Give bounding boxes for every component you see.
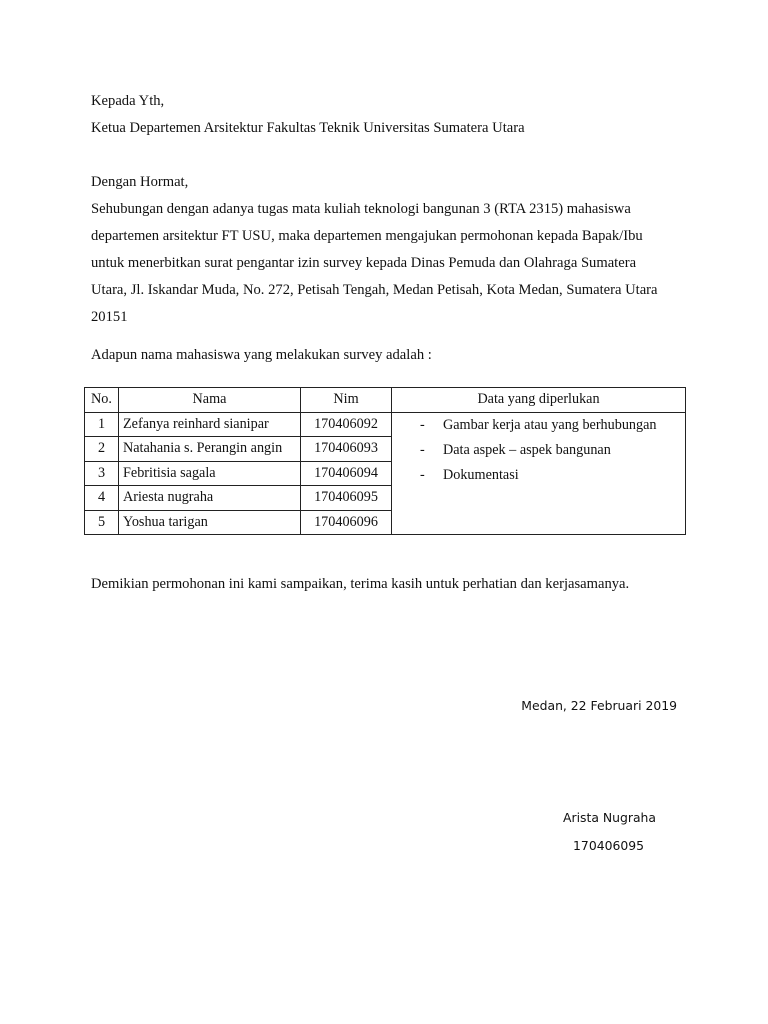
greeting: Dengan Hormat, [91,174,189,190]
list-item-text: Gambar kerja atau yang berhubungan [443,416,657,433]
body-line: departemen arsitektur FT USU, maka departemen mengajukan permohonan kepada Bapak/Ibu [91,228,643,244]
cell-no: 1 [85,412,119,437]
header-nim: Nim [301,388,392,413]
list-item-text: Data aspek – aspek bangunan [443,441,611,458]
list-item [392,438,685,463]
signer-name: Arista Nugraha [563,810,656,825]
cell-no: 3 [85,461,119,486]
closing-sentence: Demikian permohonan ini kami sampaikan, terima kasih untuk perhatian dan kerjasamanya. [91,576,630,592]
header-nama: Nama [119,388,301,413]
data-required-list [392,413,685,488]
cell-nama: Yoshua tarigan [119,510,301,535]
table-row [85,412,686,437]
cell-nim: 170406095 [301,486,392,511]
dash-bullet: - [420,441,425,458]
header-data: Data yang diperlukan [392,388,686,413]
body-line: untuk menerbitkan surat pengantar izin survey kepada Dinas Pemuda dan Olahraga Sumatera [91,255,637,271]
dash-bullet: - [420,416,425,433]
cell-nama: Febritisia sagala [119,461,301,486]
table-header-row [85,388,686,413]
cell-nim: 170406092 [301,412,392,437]
student-table [84,387,686,535]
body-line: Sehubungan dengan adanya tugas mata kuliah teknologi bangunan 3 (RTA 2315) mahasiswa [91,201,631,217]
cell-nama: Zefanya reinhard sianipar [119,412,301,437]
body-line: Utara, Jl. Iskandar Muda, No. 272, Petisah Tengah, Medan Petisah, Kota Medan, Sumatera Utara [91,282,658,298]
list-item [392,463,685,488]
recipient: Ketua Departemen Arsitektur Fakultas Teknik Universitas Sumatera Utara [91,120,525,136]
body-line: 20151 [91,309,128,325]
list-item-text: Dokumentasi [443,466,519,483]
cell-no: 2 [85,437,119,462]
place-date: Medan, 22 Februari 2019 [521,698,677,713]
cell-nim: 170406094 [301,461,392,486]
cell-nim: 170406096 [301,510,392,535]
dash-bullet: - [420,466,425,483]
signer-nim: 170406095 [573,838,644,853]
cell-no: 5 [85,510,119,535]
list-intro: Adapun nama mahasiswa yang melakukan survey adalah : [91,347,432,363]
cell-data-required [392,412,686,535]
body-paragraph [91,196,691,331]
list-item [392,413,685,438]
header-no: No. [85,388,119,413]
cell-no: 4 [85,486,119,511]
cell-nama: Ariesta nugraha [119,486,301,511]
salutation: Kepada Yth, [91,93,165,109]
cell-nim: 170406093 [301,437,392,462]
cell-nama: Natahania s. Perangin angin [119,437,301,462]
